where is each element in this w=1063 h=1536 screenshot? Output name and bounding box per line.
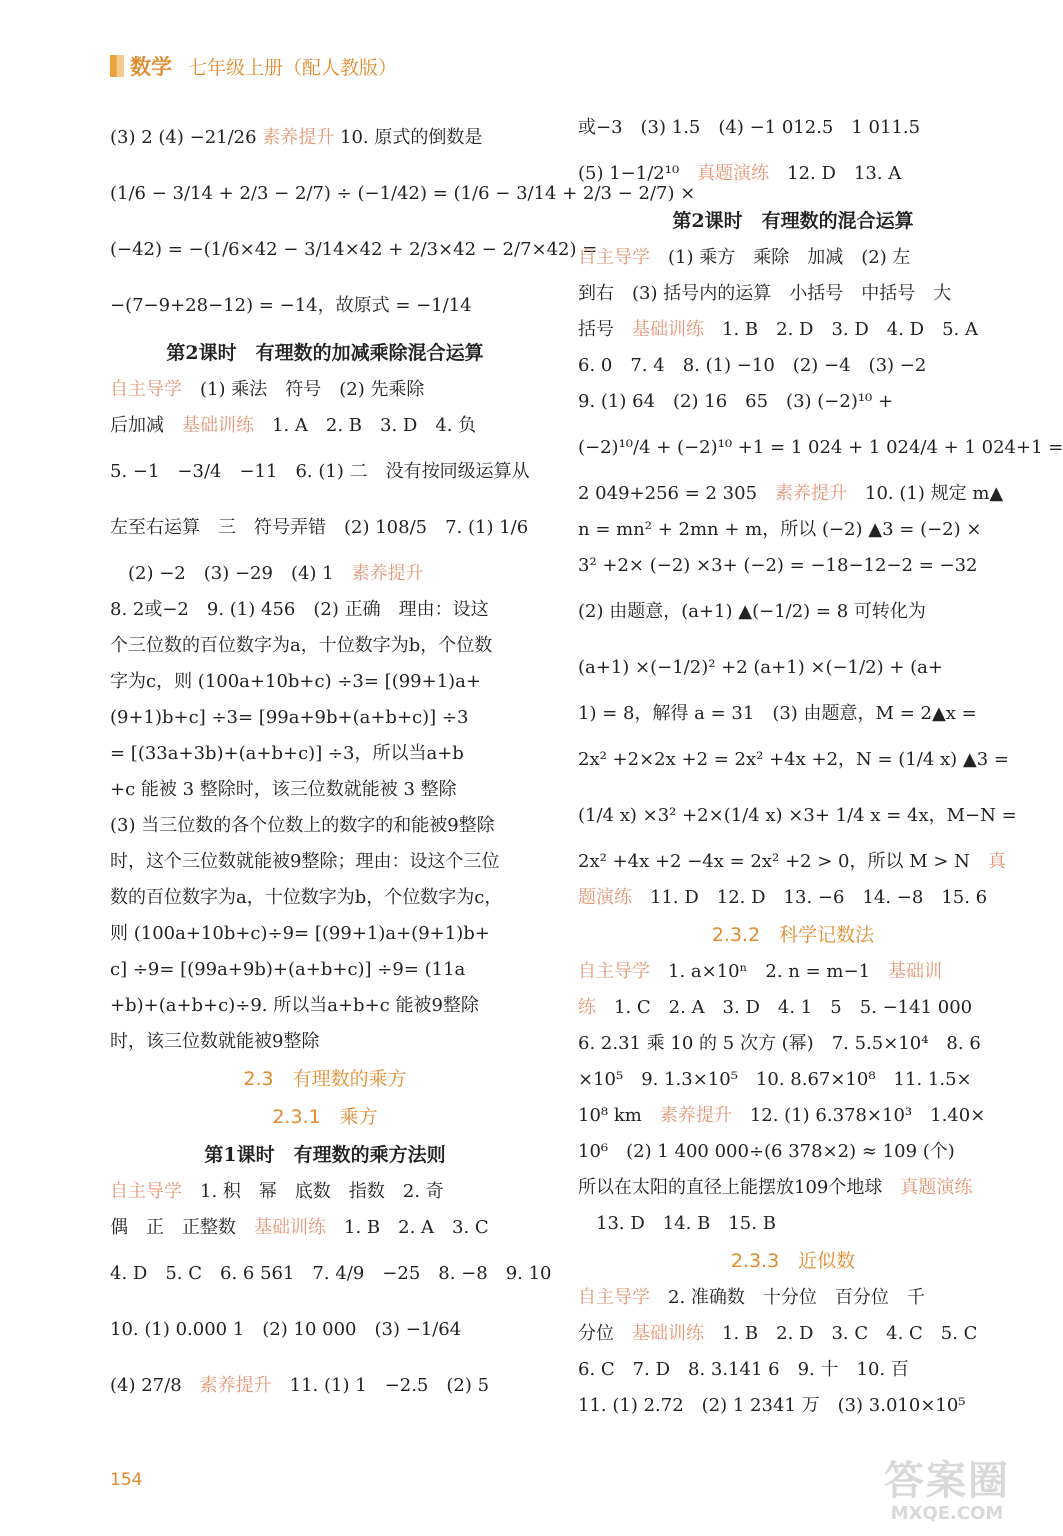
answer-text: 2 049+256 = 2 305	[578, 483, 776, 504]
watermark-text: 答案圈	[884, 1458, 1010, 1504]
section-tag: 真题演练	[900, 1177, 973, 1198]
page-header	[110, 52, 397, 80]
section-heading: 2.3.1 乘方	[272, 1106, 378, 1128]
answer-text: (3) 当三位数的各个位数上的数字的和能被9整除	[110, 815, 495, 836]
answer-text: 4. D 5. C 6. 6 561 7. 4/9 −25 8. −8 9. 10	[110, 1263, 552, 1284]
answer-line	[578, 240, 1008, 276]
answer-text: n = mn² + 2mn + m，所以 (−2) ▲3 = (−2) ×	[578, 519, 982, 540]
grade-label: 七年级上册（配人教版）	[188, 56, 398, 79]
answer-line	[578, 312, 1008, 348]
section-heading: 2.3 有理数的乘方	[243, 1068, 407, 1090]
answer-line	[578, 146, 1008, 202]
answer-text: (1) 乘法 符号 (2) 先乘除	[182, 379, 425, 400]
answer-line	[110, 880, 540, 916]
answer-line	[578, 954, 1008, 990]
answer-text: (2) −2 (3) −29 (4) 1	[110, 563, 352, 584]
answer-text: 1. B 2. D 3. C 4. C 5. C	[704, 1323, 978, 1344]
section-tag: 基础训练	[632, 1323, 704, 1344]
answer-text: 10⁸ km	[578, 1105, 660, 1126]
answer-text: (−42) = −(1/6×42 − 3/14×42 + 2/3×42 − 2/7×42) =	[110, 239, 598, 260]
answer-line	[110, 372, 540, 408]
answer-line	[110, 556, 540, 592]
answer-text: 6. 2.31 乘 10 的 5 次方 (幂) 7. 5.5×10⁴ 8. 6	[578, 1033, 981, 1054]
answer-text: 3² +2× (−2) ×3+ (−2) = −18−12−2 = −32	[578, 555, 978, 576]
answer-text: 后加减	[110, 415, 182, 436]
answer-text: 2x² +2×2x +2 = 2x² +4x +2，N = (1/4 x) ▲3 =	[578, 749, 1010, 770]
section-tag: 自主导学	[110, 379, 182, 400]
answer-text: (4) 27/8	[110, 1375, 200, 1396]
answer-text: 11. (1) 1 −2.5 (2) 5	[271, 1375, 490, 1396]
answer-text: −(7−9+28−12) = −14，故原式 = −1/14	[110, 295, 472, 316]
answer-text: 字为c，则 (100a+10b+c) ÷3= [(99+1)a+	[110, 671, 481, 692]
answer-text: 到右 (3) 括号内的运算 小括号 中括号 大	[578, 283, 952, 304]
answer-line	[110, 772, 540, 808]
section-tag: 自主导学	[578, 961, 650, 982]
answer-line	[110, 628, 540, 664]
answer-text: 1. B 2. A 3. C	[326, 1217, 489, 1238]
answer-line	[578, 732, 1008, 788]
answer-line	[110, 1246, 552, 1302]
answer-text: 12. (1) 6.378×10³ 1.40×	[731, 1105, 986, 1126]
answer-text: 所以在太阳的直径上能摆放109个地球	[578, 1177, 901, 1198]
answer-line	[110, 664, 540, 700]
answer-text: 或−3 (3) 1.5 (4) −1 012.5 1 011.5	[578, 117, 921, 138]
answer-line	[110, 808, 540, 844]
answer-text: 1. B 2. D 3. D 4. D 5. A	[704, 319, 978, 340]
answer-text: 11. (1) 2.72 (2) 1 2341 万 (3) 3.010×10⁵	[578, 1395, 966, 1416]
answer-line	[110, 444, 540, 500]
lesson-heading: 第2课时 有理数的混合运算	[672, 210, 914, 232]
answer-line	[578, 1280, 1008, 1316]
answer-text: 括号	[578, 319, 632, 340]
answer-text: 1. a×10ⁿ 2. n = m−1	[650, 961, 889, 982]
answer-line	[110, 408, 540, 444]
section-tag: 基础训练	[182, 415, 254, 436]
answer-text: 10⁶ (2) 1 400 000÷(6 378×2) ≈ 109 (个)	[578, 1141, 955, 1162]
answer-line	[578, 696, 1008, 732]
answer-line	[110, 592, 540, 628]
section-tag: 自主导学	[578, 247, 650, 268]
section-tag: 自主导学	[578, 1287, 650, 1308]
section-tag: 基础训练	[254, 1217, 326, 1238]
section-tag: 素养提升	[262, 127, 335, 148]
answer-text: 偶 正 正整数	[110, 1217, 254, 1238]
section-tag: 自主导学	[110, 1181, 182, 1202]
answer-text: 6. C 7. D 8. 3.141 6 9. 十 10. 百	[578, 1359, 909, 1380]
answer-text: 则 (100a+10b+c)÷9= [(99+1)a+(9+1)b+	[110, 923, 490, 944]
answer-line	[578, 276, 1008, 312]
page-number: 154	[110, 1470, 143, 1490]
answer-line	[110, 1210, 540, 1246]
watermark-url: MXQE.COM	[890, 1503, 1004, 1524]
answer-line	[110, 1302, 540, 1358]
answer-text: (1/4 x) ×3² +2×(1/4 x) ×3+ 1/4 x = 4x，M−N =	[578, 805, 1017, 826]
section-tag: 题演练	[578, 887, 632, 908]
answer-line	[110, 1358, 540, 1414]
answer-text: 1. 积 幂 底数 指数 2. 奇	[182, 1181, 444, 1202]
answer-text: 8. 2或−2 9. (1) 456 (2) 正确 理由：设这	[110, 599, 489, 620]
answer-text: (9+1)b+c] ÷3= [99a+9b+(a+b+c)] ÷3	[110, 707, 469, 728]
answer-text: 个三位数的百位数字为a，十位数字为b，个位数	[110, 635, 493, 656]
section-tag: 素养提升	[351, 563, 424, 584]
lesson-heading: 第2课时 有理数的加减乘除混合运算	[166, 342, 484, 364]
answer-line	[578, 1098, 1008, 1134]
answer-line	[578, 1206, 1008, 1242]
answer-text: (3) 2 (4) −21/26	[110, 127, 263, 148]
answer-text: 2. 准确数 十分位 百分位 千	[650, 1287, 925, 1308]
section-heading: 2.3.3 近似数	[730, 1250, 856, 1272]
answer-text: 10. (1) 规定 m▲	[847, 483, 1004, 504]
answer-text: 6. 0 7. 4 8. (1) −10 (2) −4 (3) −2	[578, 355, 927, 376]
answer-line	[578, 1352, 1008, 1388]
answer-line	[110, 278, 540, 334]
answer-line	[578, 420, 1063, 476]
answer-line	[578, 640, 1008, 696]
answer-text: (1/6 − 3/14 + 2/3 − 2/7) ÷ (−1/42) = (1/6 − 3/14 + 2/3 − 2/7) ×	[110, 183, 696, 204]
answer-line	[110, 988, 540, 1024]
answer-text: 2x² +4x +2 −4x = 2x² +2 > 0，所以 M > N	[578, 851, 988, 872]
answer-line	[578, 348, 1008, 384]
section-tag: 素养提升	[659, 1105, 732, 1126]
subject-label: 数学	[130, 55, 172, 79]
answer-line	[578, 548, 1008, 584]
answer-text: +c 能被 3 整除时，该三位数就能被 3 整除	[110, 779, 457, 800]
section-heading: 2.3.2 科学记数法	[711, 924, 875, 946]
answer-text: 12. D 13. A	[769, 163, 902, 184]
answer-text: 左至右运算 三 符号弄错 (2) 108/5 7. (1) 1/6	[110, 517, 529, 538]
answer-line	[578, 1134, 1008, 1170]
answer-text: 9. (1) 64 (2) 16 65 (3) (−2)¹⁰ +	[578, 391, 894, 412]
answer-line	[110, 736, 540, 772]
answer-line	[578, 880, 1008, 916]
answer-text: (2) 由题意，(a+1) ▲(−1/2) = 8 可转化为	[578, 601, 926, 622]
section-tag: 真题演练	[697, 163, 770, 184]
answer-line	[578, 1026, 1008, 1062]
answer-line	[578, 990, 1008, 1026]
right-column	[578, 110, 1063, 1424]
answer-line	[110, 1024, 540, 1060]
answer-text: 5. −1 −3/4 −11 6. (1) 二 没有按同级运算从	[110, 461, 530, 482]
answer-line	[578, 384, 1008, 420]
answer-line	[578, 584, 1008, 640]
answer-text: ×10⁵ 9. 1.3×10⁵ 10. 8.67×10⁸ 11. 1.5×	[578, 1069, 972, 1090]
answer-text: 10. 原式的倒数是	[334, 127, 483, 148]
answer-text: (1) 乘方 乘除 加减 (2) 左	[650, 247, 911, 268]
answer-text: 时，该三位数就能被9整除	[110, 1031, 320, 1052]
answer-text: 11. D 12. D 13. −6 14. −8 15. 6	[632, 887, 988, 908]
answer-text: 分位	[578, 1323, 632, 1344]
answer-line	[578, 476, 1008, 512]
section-tag: 基础训	[888, 961, 943, 982]
answer-text: +b)+(a+b+c)÷9. 所以当a+b+c 能被9整除	[110, 995, 479, 1016]
answer-text: 1) = 8，解得 a = 31 (3) 由题意，M = 2▲x =	[578, 703, 977, 724]
lesson-heading: 第1课时 有理数的乘方法则	[204, 1144, 446, 1166]
answer-line	[578, 110, 1008, 146]
answer-line	[578, 1388, 1008, 1424]
answer-text: 1. A 2. B 3. D 4. 负	[254, 415, 477, 436]
answer-text: (5) 1−1/2¹⁰	[578, 163, 698, 184]
answer-text: c] ÷9= [(99a+9b)+(a+b+c)] ÷9= (11a	[110, 959, 466, 980]
answer-text: 13. D 14. B 15. B	[578, 1213, 776, 1234]
section-tag: 练	[578, 997, 596, 1018]
answer-line	[578, 844, 1008, 880]
answer-line	[110, 1174, 540, 1210]
answer-line	[578, 788, 1017, 844]
answer-line	[110, 844, 540, 880]
answer-text: (−2)¹⁰/4 + (−2)¹⁰ +1 = 1 024 + 1 024/4 + 1 024+1 =	[578, 437, 1063, 458]
answer-line	[110, 110, 540, 166]
book-mark-icon	[110, 55, 124, 77]
answer-line	[578, 1062, 1008, 1098]
answer-line	[110, 700, 540, 736]
answer-text: (a+1) ×(−1/2)² +2 (a+1) ×(−1/2) + (a+	[578, 657, 943, 678]
answer-text: 1. C 2. A 3. D 4. 1 5 5. −141 000	[596, 997, 973, 1018]
section-tag: 素养提升	[199, 1375, 272, 1396]
answer-line	[578, 1316, 1008, 1352]
answer-line	[110, 222, 598, 278]
section-tag: 基础训练	[632, 319, 704, 340]
answer-text: = [(33a+3b)+(a+b+c)] ÷3，所以当a+b	[110, 743, 464, 764]
answer-line	[110, 952, 540, 988]
answer-line	[578, 512, 1008, 548]
answer-text: 时，这个三位数就能被9整除；理由：设这个三位	[110, 851, 500, 872]
answer-text: 10. (1) 0.000 1 (2) 10 000 (3) −1/64	[110, 1319, 462, 1340]
watermark-logo	[872, 1458, 1022, 1530]
answer-line	[110, 916, 540, 952]
answer-text: 数的百位数字为a，十位数字为b，个位数字为c，	[110, 887, 503, 908]
section-tag: 素养提升	[775, 483, 848, 504]
answer-line	[578, 1170, 1008, 1206]
section-tag: 真	[987, 851, 1006, 872]
answer-line	[110, 500, 540, 556]
